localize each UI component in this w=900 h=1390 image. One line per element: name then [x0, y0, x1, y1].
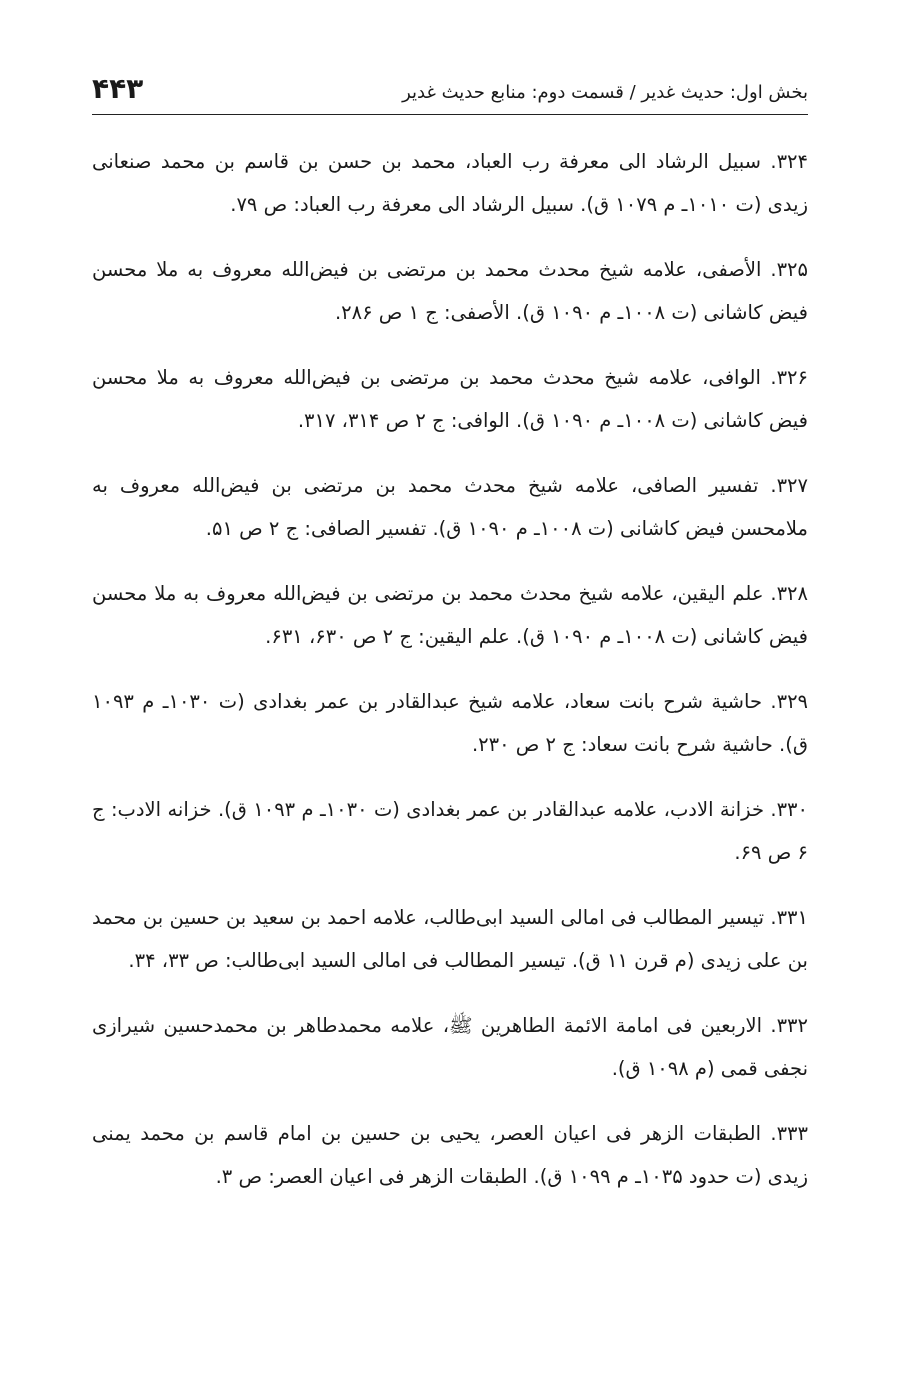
- bibliography-entry-326: ۳۲۶. الوافی، علامه شیخ محدث محمد بن مرتضی بن فیض‌الله معروف به ملا محسن فیض کاشانی (ت ۱۰۰۸ـ م ۱۰۹۰ ق). الوافی: ج ۲ ص ۳۱۴، ۳۱۷.: [92, 366, 808, 432]
- bibliography-entry-330: ۳۳۰. خزانة الادب، علامه عبدالقادر بن عمر بغدادی (ت ۱۰۳۰ـ م ۱۰۹۳ ق). خزانه الادب: ج ۶ ص ۶۹.: [92, 798, 808, 864]
- bibliography-entry-332: ۳۳۲. الاربعین فی امامة الائمة الطاهرین ﷺ، علامه محمدطاهر بن محمدحسین شیرازی نجفی قمی (م ۱۰۹۸ ق).: [92, 1014, 808, 1080]
- bibliography-list: [92, 140, 808, 1220]
- bibliography-entry-331: ۳۳۱. تیسیر المطالب فی امالی السید ابی‌طالب، علامه احمد بن سعید بن حسین بن محمد بن علی زیدی (م قرن ۱۱ ق). تیسیر المطالب فی امالی السید ابی‌طالب: ص ۳۳، ۳۴.: [92, 906, 808, 972]
- running-header-title: بخش اول: حدیث غدیر / قسمت دوم: منابع حدیث غدیر: [402, 82, 808, 103]
- running-header: [92, 68, 808, 115]
- bibliography-entry-333: ۳۳۳. الطبقات الزهر فی اعیان العصر، یحیی بن حسین بن امام قاسم بن محمد یمنی زیدی (ت حدود ۱۰۳۵ـ م ۱۰۹۹ ق). الطبقات الزهر فی اعیان العصر: ص ۳.: [92, 1122, 808, 1188]
- page-number: ۴۴۳: [92, 72, 144, 105]
- bibliography-entry-328: ۳۲۸. علم الیقین، علامه شیخ محدث محمد بن مرتضی بن فیض‌الله معروف به ملا محسن فیض کاشانی (ت ۱۰۰۸ـ م ۱۰۹۰ ق). علم الیقین: ج ۲ ص ۶۳۰، ۶۳۱.: [92, 582, 808, 648]
- bibliography-entry-325: ۳۲۵. الأصفی، علامه شیخ محدث محمد بن مرتضی بن فیض‌الله معروف به ملا محسن فیض کاشانی (ت ۱۰۰۸ـ م ۱۰۹۰ ق). الأصفی: ج ۱ ص ۲۸۶.: [92, 258, 808, 324]
- bibliography-entry-329: ۳۲۹. حاشیة شرح بانت سعاد، علامه شیخ عبدالقادر بن عمر بغدادی (ت ۱۰۳۰ـ م ۱۰۹۳ ق). حاشیة شرح بانت سعاد: ج ۲ ص ۲۳۰.: [92, 690, 809, 756]
- book-page: [92, 0, 808, 1390]
- bibliography-entry-327: ۳۲۷. تفسیر الصافی، علامه شیخ محدث محمد بن مرتضی بن فیض‌الله معروف به ملامحسن فیض کاشانی (ت ۱۰۰۸ـ م ۱۰۹۰ ق). تفسیر الصافی: ج ۲ ص ۵۱.: [92, 474, 808, 540]
- bibliography-entry-324: ۳۲۴. سبیل الرشاد الی معرفة رب العباد، محمد بن حسن بن قاسم بن محمد صنعانی زیدی (ت ۱۰۱۰ـ م ۱۰۷۹ ق). سبیل الرشاد الی معرفة رب العباد: ص ۷۹.: [92, 150, 808, 216]
